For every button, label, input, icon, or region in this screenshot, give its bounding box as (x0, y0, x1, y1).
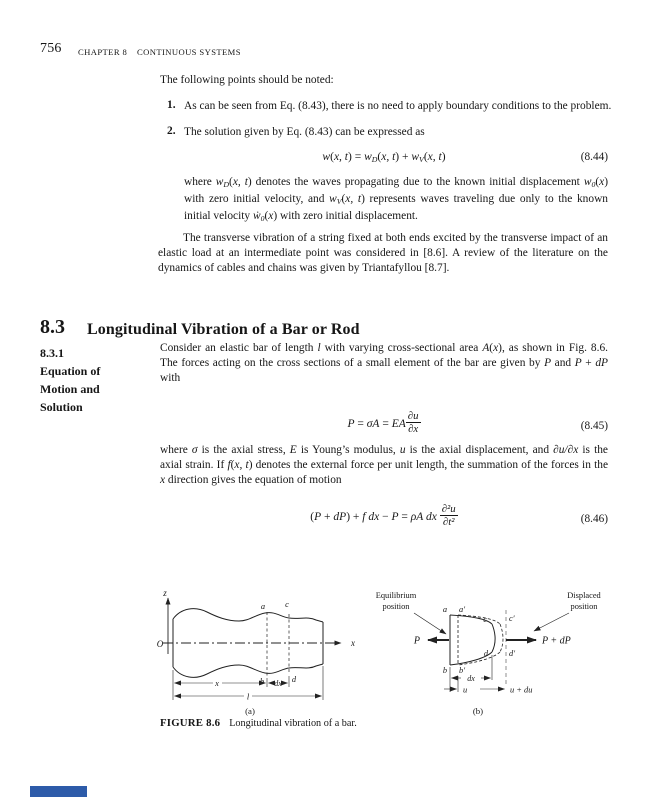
paragraph-where-sigma: where σ is the axial stress, E is Young’s modulus, u is the axial displacement, and ∂u/∂x is the axial strain. If f(x, t) denotes the external force per unit length, the summation of the forces in the x direction gives the equation of motion (160, 444, 609, 486)
element-section-lines (267, 612, 289, 676)
list-item-1-number: 1. (167, 99, 176, 111)
z-axis-label: z (163, 588, 167, 598)
section-title: Longitudinal Vibration of a Bar or Rod (87, 321, 360, 338)
figure-caption-label: FIGURE 8.6 (160, 717, 221, 729)
subsection-title-line-3: Solution (40, 400, 83, 414)
axes (163, 598, 341, 654)
equation-8-46-fraction (440, 503, 458, 528)
equation-number-8-44: (8.44) (580, 151, 608, 163)
point-a-label: a (260, 602, 266, 611)
dim-u-plus-du-label: u + du (510, 685, 533, 695)
element-equilibrium-outline (450, 615, 495, 665)
page-bottom-marker (30, 786, 87, 797)
fraction-denominator: ∂x (408, 423, 419, 436)
subsection-number: 8.3.1 (40, 346, 64, 360)
list-item-2-text: The solution given by Eq. (8.43) can be expressed as (184, 126, 425, 138)
dim-l-label: l (246, 692, 250, 702)
equation-8-45-body: P = σA = EA (347, 418, 406, 431)
dim-dx-label: dx (467, 674, 475, 683)
equilibrium-label-line2: position (382, 602, 410, 611)
part-b-label: (b) (472, 706, 484, 716)
equilibrium-label-line1: Equilibrium (375, 591, 417, 600)
paragraph-consider: Consider an elastic bar of length l with varying cross-sectional area A(x), as shown in Fig. 8.6. The forces acting on the cross sections of a small element of the bar are given by P and P + dP with (160, 342, 609, 384)
fraction-numerator: ∂²u (441, 503, 456, 515)
point-b-label: b (442, 666, 447, 675)
point-b-label: b (259, 677, 265, 686)
displaced-label-line1: Displaced (567, 591, 601, 600)
displaced-label-line2: position (570, 602, 598, 611)
point-c-prime-label: c′ (509, 614, 515, 623)
equation-8-46 (160, 505, 608, 530)
section-number: 8.3 (40, 316, 65, 338)
chapter-title: CONTINUOUS SYSTEMS (137, 47, 241, 57)
origin-label: O (156, 639, 164, 649)
figure-caption-text: Longitudinal vibration of a bar. (229, 718, 357, 729)
force-p-label: P (413, 635, 420, 647)
figure-caption (160, 717, 357, 729)
paragraph-transverse: The transverse vibration of a string fixed at both ends excited by the transverse impact of an elastic load at an intermediate point was considered in [8.6]. A review of the literature on the dynamics of cables and chains was given by Triantafyllou [8.7]. (158, 232, 608, 274)
element-displaced-outline (458, 615, 503, 665)
dim-dx-label: dx (274, 679, 282, 688)
equation-number-8-46: (8.46) (580, 513, 608, 525)
fraction-numerator: ∂u (407, 410, 419, 422)
force-p-plus-dp-label: P + dP (542, 635, 571, 647)
figure-8-6-part-b (362, 588, 624, 718)
point-b-prime-label: b′ (459, 666, 466, 675)
equation-8-45 (160, 412, 608, 437)
equation-8-46-body: (P + dP) + f dx − P = ρA dx (310, 511, 437, 524)
point-a-prime-label: a′ (459, 605, 466, 614)
x-axis-label: x (351, 638, 355, 648)
point-c-label: c (285, 600, 289, 609)
subsection-title-line-1: Equation of (40, 364, 101, 378)
point-d-label: d (483, 649, 488, 658)
part-a-label: (a) (245, 706, 255, 716)
equation-8-44 (160, 151, 608, 164)
dim-x-label: x (215, 679, 219, 688)
subsection-title-line-2: Motion and (40, 382, 100, 396)
subsection-heading (40, 344, 155, 416)
equation-8-44-body: w(x, $t) = w_D(x$, $t) + w_V(x$, t) (322, 151, 446, 164)
figure-8-6-part-a (155, 588, 370, 718)
equation-number-8-45: (8.45) (580, 420, 608, 432)
point-d-label: d (291, 675, 297, 684)
dim-u-label: u (463, 685, 468, 695)
point-a-label: a (442, 605, 447, 614)
page-number: 756 (40, 41, 62, 56)
fraction-denominator: ∂t² (442, 516, 455, 529)
point-d-prime-label: d′ (509, 649, 516, 658)
list-item-2 (167, 125, 612, 140)
list-item-1-text: As can be seen from Eq. (8.43), there is no need to apply boundary conditions to the problem. (184, 100, 612, 112)
list-item-2-number: 2. (167, 125, 176, 137)
point-c-label: c (483, 615, 487, 624)
list-item-1 (167, 99, 612, 114)
equation-8-45-fraction (406, 410, 421, 435)
paragraph-where-wd: where $w_D(x$, t) denotes the waves propagating due to the known initial displacement $w_0(x)$ with zero initial velocity, and $w_V(x$, t) represents waves traveling due only to the known initial velocity ẇ$_0$(x) with zero initial displacement. (184, 176, 608, 223)
lead-paragraph: The following points should be noted: (160, 74, 334, 86)
chapter-label: CHAPTER 8 (78, 47, 128, 57)
